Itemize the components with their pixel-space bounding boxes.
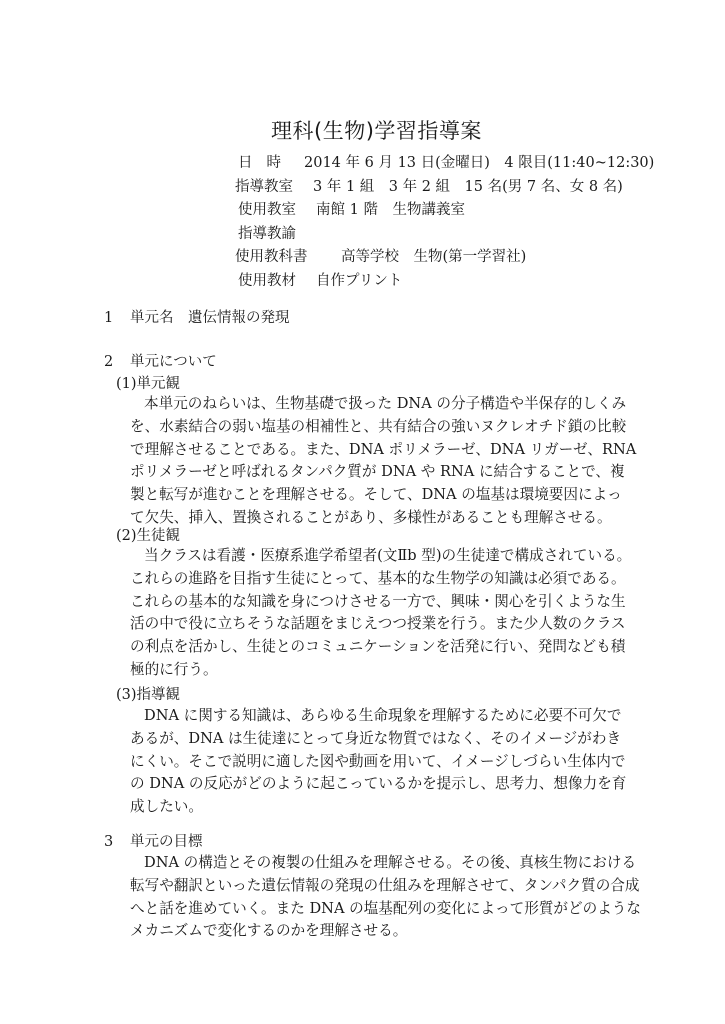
paragraph-line: あるが、DNA は生徒達にとって身近な物質ではなく、そのイメージがわき (130, 729, 622, 747)
paragraph-line: DNA の構造とその複製の仕組みを理解させる。その後、真核生物における (144, 854, 637, 871)
meta-row-room (238, 199, 654, 223)
subsection-label-unit-view: (1)単元観 (116, 376, 181, 392)
paragraph-line: 当クラスは看護・医療系進学希望者(文Ⅱb 型)の生徒達で構成されている。 (144, 547, 632, 564)
meta-key: 日時 (238, 155, 295, 171)
meta-value: 自作プリント (316, 272, 403, 289)
meta-key: 使用教科書 (235, 249, 308, 265)
subsection-label-teaching-view: (3)指導観 (116, 687, 181, 703)
paragraph-teaching-view (130, 705, 626, 819)
paragraph-line: の利点を活かし、生徒とのコミュニケーションを活発に行い、発問なども積 (130, 638, 626, 656)
paragraph-line: て欠失、挿入、置換されることがあり、多様性があることも理解させる。 (130, 508, 612, 526)
section-number: 1 (104, 310, 114, 326)
meta-key: 指導教室 (235, 178, 293, 195)
paragraph-line: 極的に行う。 (130, 660, 218, 678)
meta-value: 南館 1 階 生物講義室 (316, 202, 465, 218)
section-heading: 単元の目標 (130, 834, 203, 850)
meta-row-textbook (235, 246, 654, 270)
section-number: 2 (104, 354, 114, 370)
lesson-meta-block (235, 152, 655, 293)
paragraph-line: 本単元のねらいは、生物基礎で扱った DNA の分子構造や半保存的しくみ (144, 395, 627, 412)
section-1-heading (104, 306, 290, 327)
section-3-heading (104, 830, 203, 851)
paragraph-unit-view (130, 393, 637, 530)
paragraph-line: 成したい。 (130, 798, 203, 816)
paragraph-line: の DNA の反応がどのように起こっているかを提示し、思考力、想像力を育 (130, 775, 627, 793)
meta-row-classroom (235, 176, 654, 200)
paragraph-line: DNA に関する知識は、あらゆる生命現象を理解するために必要不可欠で (144, 707, 622, 724)
paragraph-line: 活の中で役に立ちそうな話題をまじえつつ授業を行う。また少人数のクラス (130, 615, 626, 633)
paragraph-line: へと話を進めていく。また DNA の塩基配列の変化によって形質がどのような (130, 899, 641, 917)
meta-row-teacher (238, 223, 654, 247)
meta-key: 指導教諭 (238, 225, 296, 242)
meta-key: 使用教室 (238, 202, 296, 218)
meta-value: 2014 年 6 月 13 日(金曜日) 4 限目(11:40~12:30) (304, 155, 655, 171)
meta-value: 高等学校 生物(第一学習社) (341, 249, 527, 265)
paragraph-line: にくい。そこで説明に適した図や動画を用いて、イメージしづらい生体内で (130, 752, 626, 770)
section-number: 3 (104, 834, 114, 850)
paragraph-line: で理解させることである。また、DNA ポリメラーゼ、DNA リガーゼ、RNA (130, 440, 637, 458)
section-heading: 単元名 遺伝情報の発現 (130, 310, 290, 326)
paragraph-line: これらの進路を目指す生徒にとって、基本的な生物学の知識は必須である。 (130, 569, 626, 587)
paragraph-unit-goals (130, 852, 641, 943)
document-title: 理科(生物)学習指導案 (271, 119, 482, 143)
meta-value: 3 年 1 組 3 年 2 組 15 名(男 7 名、女 8 名) (313, 178, 623, 195)
paragraph-line: を、水素結合の弱い塩基の相補性と、共有結合の強いヌクレオチド鎖の比較 (130, 417, 627, 435)
paragraph-student-view (130, 545, 632, 682)
paragraph-line: これらの基本的な知識を身につけさせる一方で、興味・関心を引くような生 (130, 592, 626, 610)
section-2-heading (104, 350, 217, 371)
subsection-label-student-view: (2)生徒観 (116, 528, 181, 544)
meta-key: 使用教材 (238, 272, 296, 289)
section-heading: 単元について (130, 354, 217, 370)
paragraph-line: ポリメラーゼと呼ばれるタンパク質が DNA や RNA に結合することで、複 (130, 463, 625, 481)
meta-row-date (238, 152, 654, 176)
paragraph-line: メカニズムで変化するのかを理解させる。 (130, 922, 408, 940)
paragraph-line: 製と転写が進むことを理解させる。そして、DNA の塩基は環境要因によっ (130, 486, 622, 504)
meta-row-materials (238, 270, 654, 294)
paragraph-line: 転写や翻訳といった遺伝情報の発現の仕組みを理解させて、タンパク質の合成 (130, 876, 640, 894)
